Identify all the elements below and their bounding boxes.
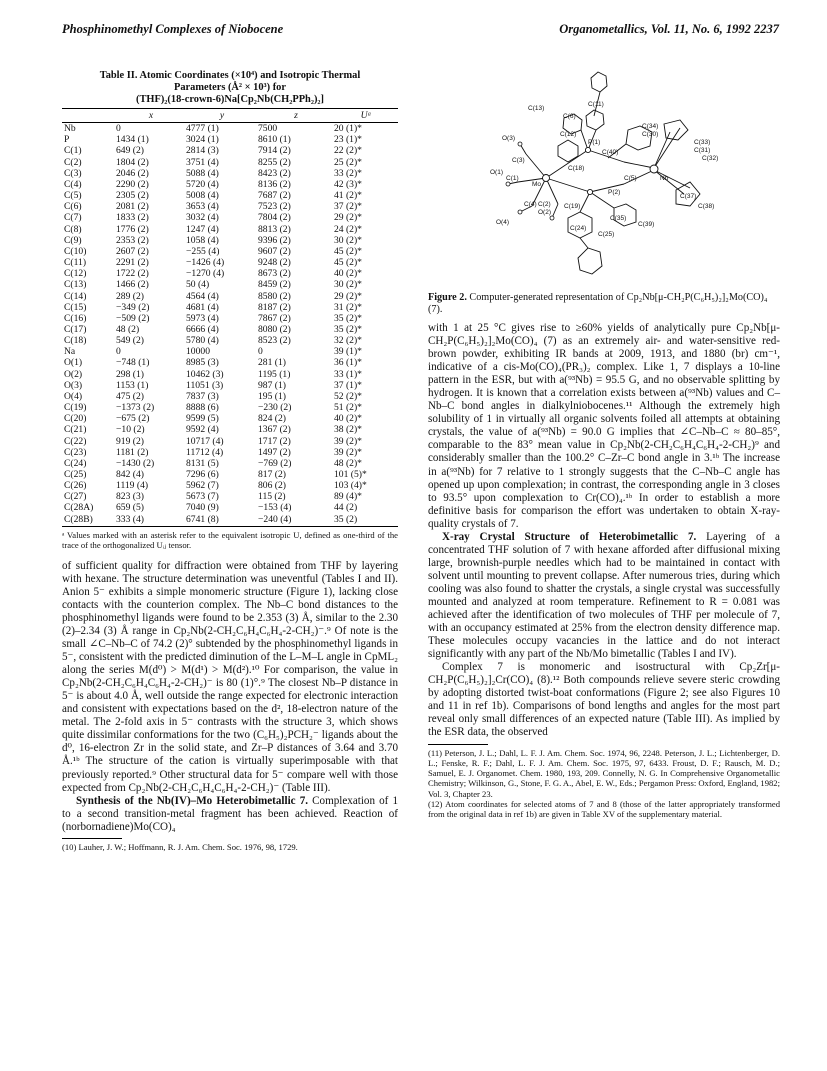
table-cell: 51 (2)* [334,402,362,414]
table-cell: 9248 (2) [258,257,291,269]
table-cell: C(13) [64,279,87,291]
figure-caption-text: Computer-generated representation of Cp₂Nb[μ-CH₂P(C₆H₅)₂]₂Mo(CO)₄ (7). [428,292,768,315]
atom-label: O(2) [538,209,551,216]
atom-label: C(3) [512,157,525,164]
table-cell: 824 (2) [258,413,286,425]
table-row [62,157,398,168]
table-cell: 195 (1) [258,390,286,402]
table-cell: C(5) [64,190,82,202]
table-cell: C(18) [64,335,87,347]
table-cell: 1058 (4) [186,234,219,246]
table-body [62,123,398,527]
table-cell: 2353 (2) [116,234,149,246]
table-cell: Na [64,346,76,358]
table-cell: 289 (2) [116,290,144,302]
table-cell: 35 (2) [334,514,398,527]
table-row [62,123,398,135]
table-cell: 9592 (4) [186,424,219,436]
table-cell: 1717 (2) [258,435,291,447]
table-cell: 8523 (2) [258,335,291,347]
table-cell: 4777 (1) [186,123,219,135]
section-text: Layering of a concentrated THF solution of 7 with hexane afforded after diffusional mixing large, brownish-purple needles which had to be maintained in contact with solvent until mounting to prevent collapse. After numerous tries, during which cooling was also found to shatter the crystals, a single crystal was successfully mounted and analyzed at room temperature. Refinement to R = 0.081 was achieved after the identification of two molecules of THF per molecule of 7, with an occupancy estimated at 25% from the electron density difference map. These molecules occupy vacancies in the lattice and do not interact significantly with any part of the Nb/Mo bimetallic (Tables I and IV). [428,530,780,661]
table-cell: 50 (4) [186,279,210,291]
table-row [62,402,398,413]
table-cell: 89 (4)* [334,491,362,503]
table-cell: C(19) [64,402,87,414]
table-cell: C(23) [64,446,87,458]
table-cell: C(15) [64,301,87,313]
body-paragraph: of sufficient quality for diffraction were obtained from THF by layering with hexane. The structure determination was uneventful (Tables I and II). Anion 5⁻ exhibits a simple monomeric structure (Figure 1), lacking close contacts with the counterion complex. The Nb–C bond distances to the phosphinomethyl ligands were found to be 2.353 (3) Å, similar to the 2.30 (2)–2.34 (3) Å range in Cp₂Nb(2-CH₂C₆H₄C₆H₄-2-CH₂)⁻.⁹ Of note is the small ∠C–Nb–C of 74.2 (2)° subtended by the phosphinomethyl ligands in 5⁻, consistent with the predicted diminution of the L–M–L angle in CpML₂ along the series M(d⁰) > M(d¹) > M(d²).¹⁰ For comparison, the value in Cp₂Nb(2-CH₂C₆H₄C₆H₄-2-CH₂)⁻ is 80 (1)°.⁹ The closest Nb–P distance in 5⁻ is about 4.0 Å, well outside the range expected for electronic interaction and consistent with expectations based on the d², 18-electron nature of the metal. The 2-fold axis in 5⁻ contrasts with the structure 3, which shows quite dissimilar conformations for the two (C₆H₅)₂PCH₂⁻ ligands about the d⁰, 16-electron Zr in the solid state, and Zr–P distances of 3.64 and 3.70 Å.¹ᵇ The structure of the cation is virtually superimposable with that previously reported.⁹ Other structural data for 5⁻ compare well with those expected from Cp₂Nb(2-CH₂C₆H₄C₆H₄-2-CH₂)⁻ (Table III). [62,559,398,794]
table-cell: −769 (2) [258,457,292,469]
table-cell: 32 (2)* [334,335,362,347]
table-cell: 8580 (2) [258,290,291,302]
table-cell: 3653 (4) [186,201,219,213]
table-cell: 115 (2) [258,491,286,503]
atom-label: Nb [660,175,669,182]
table-cell: 35 (2)* [334,312,362,324]
table-cell: O(1) [64,357,83,369]
footnote-rule [428,744,488,745]
table-cell: 7040 (9) [186,502,219,514]
molecule-drawing [428,58,780,290]
body-paragraph: Complex 7 is monomeric and isostructural with Cp₂Zr[μ-CH₂P(C₆H₅)₂]₂Cr(CO)₄ (8).¹² Both compounds relieve severe steric crowding by adopting distorted twist-boat conformations (Figure 2; see also Figures 10 and 11 in ref 1b). Comparisons of bond lengths and angles for the most part reveal only small differences of an expected nature (Table III). As implied by the ESR data, the observed [428,661,780,739]
table-cell: 1247 (4) [186,223,219,235]
table-row [62,502,398,513]
table-row [62,480,398,491]
table-cell: 8136 (2) [258,178,291,190]
table-cell: 45 (2)* [334,245,362,257]
table-cell: 6666 (4) [186,323,219,335]
table-cell: 9396 (2) [258,234,291,246]
section-heading: Synthesis of the Nb(IV)–Mo Heterobimetallic 7. [76,794,309,807]
atom-label: C(13) [528,105,545,112]
table-row [62,201,398,212]
table-cell: O(4) [64,390,83,402]
atom-label: C(35) [610,215,627,222]
table-row [62,257,398,268]
table-cell: 7837 (3) [186,390,219,402]
table-cell: 23 (1)* [334,134,362,146]
atom-label: C(1) [506,175,519,182]
table-cell: C(1) [64,145,82,157]
atom-label: C(39) [638,221,655,228]
table-cell: 29 (2)* [334,290,362,302]
table-cell: 8813 (2) [258,223,291,235]
table-cell: 549 (2) [116,335,144,347]
table-cell: 5673 (7) [186,491,219,503]
table-cell: 37 (2)* [334,201,362,213]
column-header-z: z [258,109,334,123]
table-cell: 44 (2) [334,502,358,514]
figure-2 [428,58,780,290]
table-cell: 2814 (3) [186,145,219,157]
table-cell: 40 (2)* [334,413,362,425]
table-cell: 24 (2)* [334,223,362,235]
table-row [62,335,398,346]
table-cell: C(27) [64,491,87,503]
table-cell: 8080 (2) [258,323,291,335]
table-cell: C(10) [64,245,87,257]
table-cell: 3024 (1) [186,134,219,146]
table-cell: 2081 (2) [116,201,149,213]
table-cell: C(20) [64,413,87,425]
table-cell: 48 (2)* [334,457,362,469]
table-cell: 1119 (4) [116,480,149,492]
table-cell: 8985 (3) [186,357,219,369]
atom-label: Mo [532,181,542,188]
table-cell: 41 (2)* [334,190,362,202]
footnote: (10) Lauher, J. W.; Hoffmann, R. J. Am. Chem. Soc. 1976, 98, 1729. [62,841,298,852]
table-cell: 20 (1)* [334,123,362,135]
table-cell: 281 (1) [258,357,286,369]
table-cell: 2607 (2) [116,245,149,257]
atom-label: P(1) [588,139,601,146]
table-header-row [62,109,398,123]
body-paragraph [62,795,398,834]
atom-label: C(11) [588,101,604,108]
section-heading: X-ray Crystal Structure of Heterobimetallic 7. [442,530,697,543]
table-cell: 817 (2) [258,469,286,480]
table-cell: C(28B) [62,514,116,527]
table-cell: −1426 (4) [186,257,225,269]
table-row [62,134,398,145]
table-cell: −240 (4) [258,514,334,527]
table-cell: 8459 (2) [258,279,291,291]
table-cell: 1497 (2) [258,446,291,458]
table-row [62,313,398,324]
figure-label: Figure 2. [428,292,467,303]
table-cell: 987 (1) [258,379,286,391]
table-cell: 101 (5)* [334,469,367,480]
table-cell: 11051 (3) [186,379,224,391]
table-cell: −1373 (2) [116,402,155,414]
table-cell: 39 (2)* [334,446,362,458]
table-cell: 5962 (7) [186,480,219,492]
table-cell: −230 (2) [258,402,292,414]
table-cell: 7914 (2) [258,145,291,157]
running-head-title: Phosphinomethyl Complexes of Niobocene [62,22,284,36]
table-cell: 25 (2)* [334,156,362,168]
table-row [62,324,398,335]
table-cell: C(25) [64,469,87,480]
table-cell: C(4) [64,178,82,190]
table-cell: 2290 (2) [116,178,149,190]
table-cell: C(2) [64,156,82,168]
table-row [62,447,398,458]
table-cell: −748 (1) [116,357,150,369]
table-cell: 9599 (5) [186,413,219,425]
table-cell: 806 (2) [258,480,286,492]
atom-label: C(12) [560,131,577,138]
table-row [62,413,398,424]
table-cell: 1776 (2) [116,223,149,235]
table-cell: −675 (2) [116,413,150,425]
table-cell: 3751 (4) [186,156,219,168]
footnote: (11) Peterson, J. L.; Dahl, L. F. J. Am. Chem. Soc. 1974, 96, 2248. Peterson, J. L.; Lichtenberger, D. L.; Fenske, R. F.; Dahl, L. F. J. Am. Chem. Soc. 1975, 97, 6433. Froust, D. F.; Rausch, M. D.; Samuel, E. J. Organomet. Chem. 1980, 193, 209. Connelly, N. G. In Comprehensive Organometallic Chemistry; Wilkinson, G., Stone, F. G. A., Abel, E. W., Eds.; Pergamon Press: Oxford, England, 1982; Vol. 3, Chapter 23. [428,747,780,799]
table-cell: 475 (2) [116,390,144,402]
table-cell: 36 (1)* [334,357,362,369]
table-cell: C(12) [64,268,87,280]
table-row [62,436,398,447]
table-row [62,224,398,235]
table-cell: 42 (3)* [334,178,362,190]
table-cell: 8423 (2) [258,167,291,179]
table-cell: 29 (2)* [334,212,362,224]
table-cell: 2305 (2) [116,190,149,202]
table-cell: 45 (2)* [334,257,362,269]
table-cell: 8131 (5) [186,457,219,469]
table-cell: 333 (4) [116,514,186,527]
column-header-u: Uᵃ [334,109,398,123]
atom-label: C(30) [642,131,659,138]
table-cell: −10 (2) [116,424,145,436]
table-cell: 1153 (1) [116,379,149,391]
column-header-y: y [186,109,258,123]
table-cell: 22 (2)* [334,145,362,157]
table-cell: O(2) [64,368,83,380]
running-head-journal: Organometallics, Vol. 11, No. 6, 1992 2237 [559,22,779,36]
body-paragraph: with 1 at 25 °C gives rise to ≥60% yields of analytically pure Cp₂Nb[μ-CH₂P(C₆H₅)₂]₂Mo(CO)₄ (7) as an extremely air- and water-sensitive red-brown powder, exhibiting IR bands at 2009, 1913, and 1880 (br) cm⁻¹, indicative of a cis-Mo(CO)₄(PR₃)₂ complex. Like 1, 7 displays a 10-line pattern in the ESR, but with a(⁹³Nb) = 95.5 G, and no observable splitting by hydrogen. It is known that a correlation exists between a(⁹³Nb) values and C–Nb–C bond angles in dialkylniobocenes.¹¹ Although the extremely high solubility of 1 in virtually all organic solvents foiled all attempts at obtaining crystals, the value of a(⁹³Nb) = 90.0 G implies that ∠C–Nb–C ≈ 80–85°, comparable to the 83° mean value in Cp₂Nb(2-CH₂C₆H₄C₆H₄-2-CH₂)⁹ and considerably smaller than the 100.2° C–Zr–C bond angle in 3.¹ᵇ The increase in a(⁹³Nb) for 7 relative to 1 strongly suggests that the C–Nb–C angle has opened up upon complexation; in contrast, the corresponding angle in 3 closes to 93.5° upon complexation to Cr(CO)₄.¹ᵇ In order to establish a more definitive basis for comparison the effort was undertaken to obtain X-ray-quality crystals of 7. [428,322,780,530]
table-cell: 40 (2)* [334,268,362,280]
table-row [62,190,398,201]
table-cell: 48 (2) [116,323,140,335]
table-row [62,268,398,279]
table-row [62,424,398,435]
table-cell: 5720 (4) [186,178,219,190]
table-cell: C(21) [64,424,87,436]
table-row [62,279,398,290]
table-cell: 7867 (2) [258,312,291,324]
table-cell: 823 (3) [116,491,144,503]
table-cell: 38 (2)* [334,424,362,436]
table-cell: 1195 (1) [258,368,291,380]
table-cell: C(26) [64,480,87,492]
column-header-x: x [116,109,186,123]
table-cell: −1430 (2) [116,457,155,469]
atom-label: C(6) [563,113,576,120]
footnote: (12) Atom coordinates for selected atoms of 7 and 8 (those of the latter appropriately transformed from the original data in ref 1b) are given in Table XV of the supplementary material. [428,798,780,820]
table-row [62,346,398,357]
table-row [62,179,398,190]
atom-label: C(38) [698,203,715,210]
table-footnote: ᵃ Values marked with an asterisk refer to the equivalent isotropic U, defined as one-third of the trace of the orthogonalized Uᵢⱼ tensor. [62,529,398,551]
table-cell: 103 (4)* [334,480,367,492]
table-row [62,145,398,156]
table-cell: −153 (4) [258,502,292,514]
table-cell: 5780 (4) [186,335,219,347]
table-cell: C(11) [64,257,87,269]
left-column [62,70,398,852]
table-row [62,469,398,480]
table-cell: 4564 (4) [186,290,219,302]
table-cell: Nb [64,123,76,135]
table-cell: 37 (1)* [334,379,362,391]
table-cell: 8673 (2) [258,268,291,280]
table-cell: 2046 (2) [116,167,149,179]
table-row [62,357,398,368]
table-cell: 649 (2) [116,145,144,157]
table-row [62,380,398,391]
atom-label: C(37) [680,193,697,200]
table-row [62,369,398,380]
table-cell: 0 [116,346,121,358]
table-row [62,458,398,469]
table-cell: −349 (2) [116,301,150,313]
table-cell: 0 [258,346,263,358]
atom-label: C(34) [642,123,659,130]
table-cell: 7296 (6) [186,469,219,480]
table-cell: 10717 (4) [186,435,224,447]
table-cell: 1722 (2) [116,268,149,280]
atom-label: C(5) [624,175,637,182]
table-cell: 10000 [186,346,210,358]
table-cell: 8610 (1) [258,134,291,146]
table-cell: 6741 (8) [186,514,258,527]
table-row [62,168,398,179]
table-row [62,235,398,246]
table-row [62,514,398,527]
table-cell: 35 (2)* [334,323,362,335]
figure-caption [428,292,780,316]
table-cell: C(8) [64,223,82,235]
table-cell: −1270 (4) [186,268,225,280]
table-cell: 7523 (2) [258,201,291,213]
atom-label: C(19) [564,203,581,210]
atom-label: C(4) [524,201,537,208]
table-cell: 8187 (2) [258,301,291,313]
table-cell: 7500 [258,123,278,135]
atom-label: C(18) [568,165,585,172]
table-cell: C(9) [64,234,82,246]
table-row [62,391,398,402]
table-cell: 31 (2)* [334,301,362,313]
right-column [428,58,780,820]
atom-label: C(24) [570,225,587,232]
table-cell: C(22) [64,435,87,447]
table-cell: 298 (1) [116,368,144,380]
table-cell: 842 (4) [116,469,144,480]
table-cell: 919 (2) [116,435,144,447]
atom-label: O(3) [502,135,515,142]
table-cell: 1466 (2) [116,279,149,291]
table-cell: 1367 (2) [258,424,291,436]
atom-label: P(2) [608,189,621,196]
table-cell: 39 (2)* [334,435,362,447]
coordinates-table [62,108,398,527]
table-cell: 3032 (4) [186,212,219,224]
table-cell: C(14) [64,290,87,302]
atom-label: C(25) [598,231,615,238]
table-cell: P [64,134,70,146]
table-cell: 659 (5) [116,502,144,514]
section-text: Complexation of 1 to a second transition-metal fragment has been achieved. Reaction of (norbornadiene)Mo(CO)₄ [62,794,399,833]
table-cell: 4681 (4) [186,301,219,313]
table-cell: C(24) [64,457,87,469]
table-cell: 8888 (6) [186,402,219,414]
atom-label: O(4) [496,219,509,226]
table-row [62,212,398,223]
table-cell: 11712 (4) [186,446,224,458]
table-cell: 9607 (2) [258,245,291,257]
table-cell: 30 (2)* [334,279,362,291]
table-cell: C(3) [64,167,82,179]
table-cell: C(16) [64,312,87,324]
table-cell: 2291 (2) [116,257,149,269]
table-cell: 5973 (4) [186,312,219,324]
table-cell: 1833 (2) [116,212,149,224]
atom-label: C(40) [602,149,619,156]
footnote-rule [62,838,122,839]
table-cell: 39 (1)* [334,346,362,358]
atom-label: C(2) [538,201,551,208]
table-row [62,291,398,302]
table-cell: C(28A) [64,502,94,514]
table-row [62,302,398,313]
table-cell: 7687 (2) [258,190,291,202]
table-cell: 1804 (2) [116,156,149,168]
atom-label: C(31) [694,147,711,154]
table-cell: 1434 (1) [116,134,149,146]
table-cell: 10462 (3) [186,368,224,380]
table-cell: −255 (4) [186,245,220,257]
table-cell: O(3) [64,379,83,391]
table-cell: 5088 (4) [186,167,219,179]
table-cell: 8255 (2) [258,156,291,168]
table-cell: 5008 (4) [186,190,219,202]
table-cell: 7804 (2) [258,212,291,224]
table-row [62,246,398,257]
table-cell: C(7) [64,212,82,224]
atom-label: O(1) [490,169,503,176]
table-cell: C(6) [64,201,82,213]
table-cell: 1181 (2) [116,446,149,458]
table-cell: 0 [116,123,121,135]
table-cell: 33 (2)* [334,167,362,179]
table-cell: 33 (1)* [334,368,362,380]
table-cell: −509 (2) [116,312,150,324]
table-cell: 52 (2)* [334,390,362,402]
column-header-atom [62,109,116,123]
table-cell: 30 (2)* [334,234,362,246]
body-paragraph [428,531,780,661]
table-row [62,491,398,502]
table-caption: Table II. Atomic Coordinates (×10⁴) and Isotropic Thermal Parameters (Å² × 10³) for (THF)₂(18-crown-6)Na[Cp₂Nb(CH₂PPh₂)₂] [99,70,361,105]
atom-label: C(32) [702,155,719,162]
table-cell: C(17) [64,323,87,335]
atom-label: C(33) [694,139,711,146]
